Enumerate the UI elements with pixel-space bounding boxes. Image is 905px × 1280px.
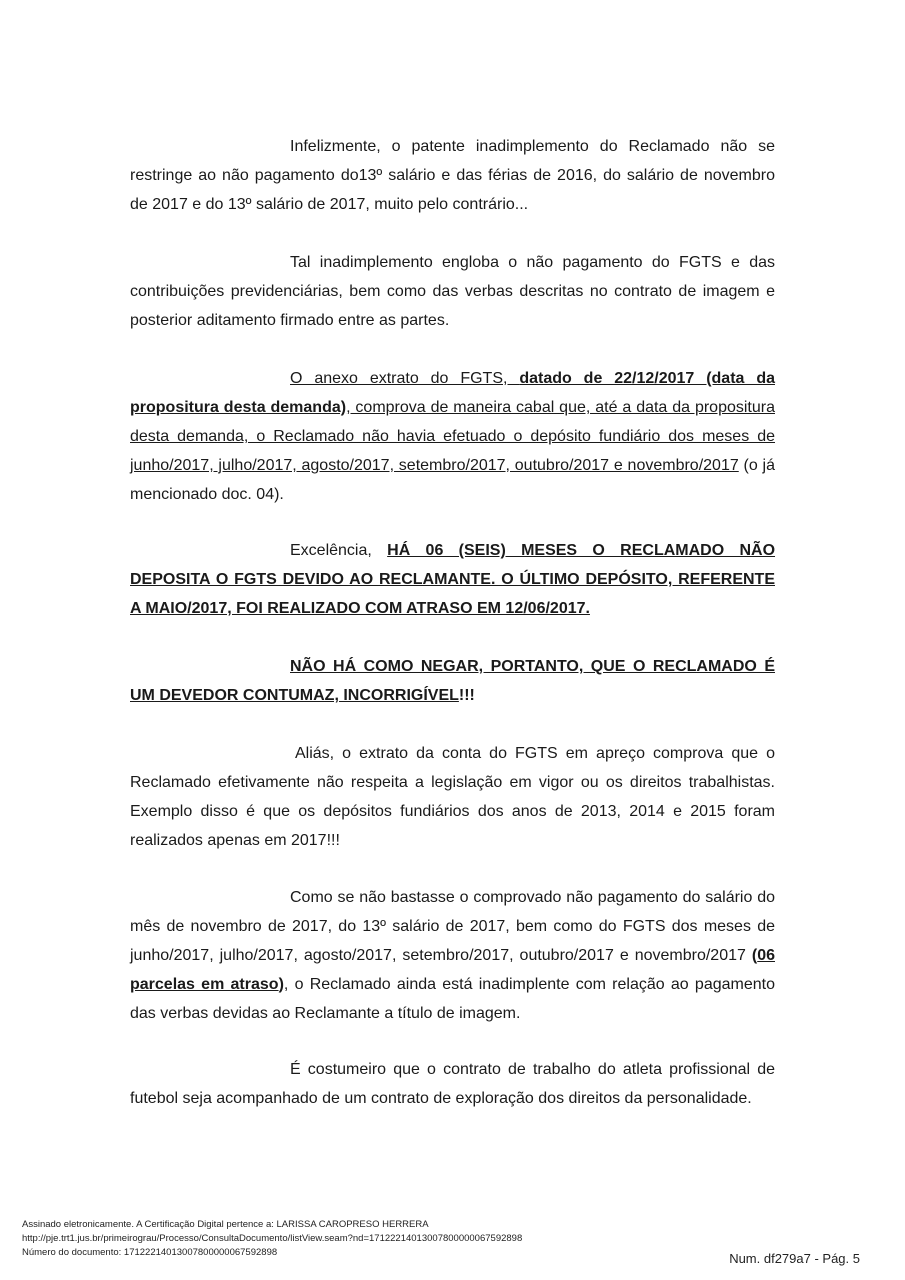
paragraph-7-text-e: , o Reclamado ainda está inadimplente com relação ao pagamento das verbas devidas ao Reclamante a título de imagem. — [130, 976, 775, 1022]
paragraph-5-bold-text: NÃO HÁ COMO NEGAR, PORTANTO, QUE O RECLAMADO É UM DEVEDOR CONTUMAZ, INCORRIGÍVEL — [130, 658, 775, 704]
paragraph-3-text-d: (o já mencionado doc. 04). — [130, 457, 776, 503]
paragraph-7-close-paren: ) — [278, 976, 284, 993]
paragraph-7 — [130, 883, 775, 1028]
paragraph-4-bold-text: HÁ 06 (SEIS) MESES O RECLAMADO NÃO DEPOSITA O FGTS DEVIDO AO RECLAMANTE. O ÚLTIMO DEPÓSITO, REFERENTE A MAIO/2017, FOI REALIZADO COM ATRASO EM 12/06/2017. — [130, 542, 776, 617]
footer-document-number: Número do documento: 17122214013007800000067592898 — [22, 1247, 278, 1258]
paragraph-7-bold-parcelas: 06 parcelas em atraso — [130, 947, 775, 993]
paragraph-4-text-a: Excelência, — [290, 542, 388, 559]
paragraph-3-text-a: O anexo extrato do FGTS, — [290, 370, 520, 387]
paragraph-3-bold-date: datado de 22/12/2017 (data da propositura desta demanda) — [130, 370, 775, 416]
paragraph-6 — [130, 739, 775, 855]
paragraph-8 — [130, 1055, 775, 1113]
footer-signature-line: Assinado eletronicamente. A Certificação Digital pertence a: LARISSA CAROPRESO HERRERA — [22, 1219, 429, 1230]
footer-url-line: http://pje.trt1.jus.br/primeirograu/Processo/ConsultaDocumento/listView.seam?nd=17122214013007800000067592898 — [22, 1233, 523, 1244]
paragraph-2 — [130, 248, 775, 335]
paragraph-4 — [130, 536, 775, 623]
paragraph-2-text: Tal inadimplemento engloba o não pagamento do FGTS e das contribuições previdenciárias, bem como das verbas descritas no contrato de imagem e posterior aditamento firmado entre as partes. — [130, 254, 775, 329]
paragraph-5-exclamation: !!! — [458, 687, 475, 704]
paragraph-7-open-paren: ( — [751, 947, 758, 964]
paragraph-1-text: Infelizmente, o patente inadimplemento do Reclamado não se restringe ao não pagamento do13º salário e das férias de 2016, do salário de novembro de 2017 e do 13º salário de 2017, muito pelo contrário... — [130, 138, 775, 213]
paragraph-3 — [130, 364, 775, 509]
paragraph-7-text-a: Como se não bastasse o comprovado não pagamento do salário do mês de novembro de 2017, do 13º salário de 2017, bem como do FGTS dos meses de junho/2017, julho/2017, agosto/2017, setembro/2017, outubro/2017 e novembro/2017 — [130, 889, 775, 964]
page-reference: Num. df279a7 - Pág. 5 — [729, 1251, 860, 1266]
paragraph-1 — [130, 132, 775, 219]
paragraph-5 — [130, 652, 775, 710]
paragraph-8-text: É costumeiro que o contrato de trabalho do atleta profissional de futebol seja acompanhado de um contrato de exploração dos direitos da personalidade. — [130, 1061, 775, 1107]
paragraph-3-text-c: , comprova de maneira cabal que, até a data da propositura desta demanda, o Reclamado não havia efetuado o depósito fundiário dos meses de junho/2017, julho/2017, agosto/2017, setembro/2017, outubro/2017 e novembro/2017 — [130, 399, 775, 474]
paragraph-6-text: Aliás, o extrato da conta do FGTS em apreço comprova que o Reclamado efetivamente não respeita a legislação em vigor ou os direitos trabalhistas. Exemplo disso é que os depósitos fundiários dos anos de 2013, 2014 e 2015 foram realizados apenas em 2017!!! — [130, 745, 775, 849]
signature-footer — [22, 1218, 522, 1260]
